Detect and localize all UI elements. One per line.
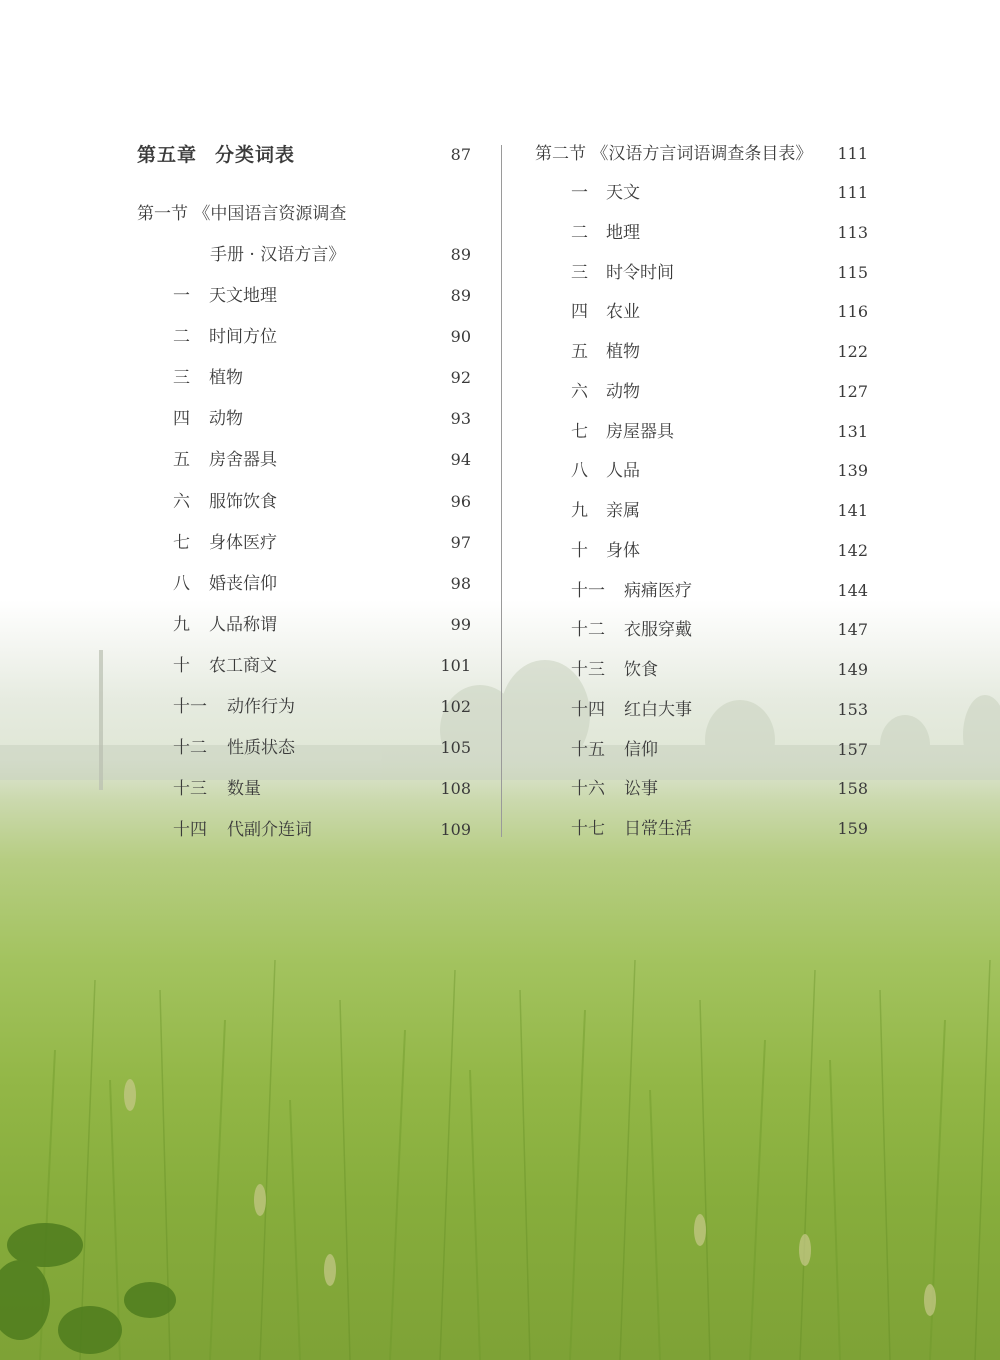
entry-page: 144 xyxy=(837,580,868,600)
toc-entry[interactable] xyxy=(173,491,471,513)
entry-page: 127 xyxy=(837,381,868,401)
entry-number: 十四 xyxy=(173,820,207,841)
toc-entry[interactable] xyxy=(173,367,471,389)
toc-entry[interactable] xyxy=(571,778,868,800)
entry-number: 一 xyxy=(571,183,588,203)
entry-number: 三 xyxy=(173,368,190,389)
entry-label: 农工商文 xyxy=(209,655,277,676)
toc-entry[interactable] xyxy=(571,500,868,522)
entry-page: 159 xyxy=(837,819,868,838)
entry-number: 十一 xyxy=(173,697,207,717)
entry-label: 衣服穿戴 xyxy=(624,620,692,641)
entry-page: 97 xyxy=(450,532,471,552)
entry-page: 158 xyxy=(837,779,868,799)
entry-page: 108 xyxy=(440,779,471,799)
entry-label: 动作行为 xyxy=(227,697,295,717)
chapter-title: 分类词表 xyxy=(215,144,296,166)
section2-title[interactable]: 第二节 《汉语方言词语调查条目表》 xyxy=(535,144,813,164)
entry-page: 115 xyxy=(837,262,868,282)
toc-entry[interactable] xyxy=(571,818,868,840)
entry-number: 十二 xyxy=(571,620,605,641)
entry-number: 四 xyxy=(571,302,588,323)
entry-number: 九 xyxy=(173,614,190,635)
entry-page: 89 xyxy=(450,286,471,305)
toc-entry[interactable] xyxy=(571,699,868,721)
entry-number: 四 xyxy=(173,409,190,430)
entry-number: 十一 xyxy=(571,580,605,601)
chapter-page: 87 xyxy=(450,145,471,164)
entry-label: 时令时间 xyxy=(606,262,674,283)
entry-page: 101 xyxy=(440,655,471,675)
section2-page: 111 xyxy=(837,144,868,163)
toc-entry[interactable] xyxy=(173,614,471,636)
toc-entry[interactable] xyxy=(571,341,868,363)
section1-page: 89 xyxy=(450,245,471,264)
toc-entry[interactable] xyxy=(173,326,471,348)
entry-page: 93 xyxy=(450,409,471,429)
toc-entry[interactable] xyxy=(173,737,471,759)
entry-number: 十七 xyxy=(571,819,605,839)
entry-number: 十 xyxy=(571,540,588,561)
toc-entry[interactable] xyxy=(173,408,471,430)
entry-number: 十六 xyxy=(571,779,605,800)
entry-label: 植物 xyxy=(209,368,243,389)
entry-number: 三 xyxy=(571,262,588,283)
toc-entry[interactable] xyxy=(571,381,868,403)
entry-page: 149 xyxy=(837,660,868,679)
toc-entry[interactable] xyxy=(173,819,471,841)
entry-page: 92 xyxy=(450,368,471,388)
entry-label: 服饰饮食 xyxy=(209,491,277,512)
entry-page: 98 xyxy=(450,573,471,593)
entry-page: 116 xyxy=(837,302,868,322)
entry-label: 日常生活 xyxy=(624,819,692,839)
toc-entry[interactable] xyxy=(571,460,868,482)
entry-label: 红白大事 xyxy=(624,699,692,720)
entry-label: 讼事 xyxy=(624,779,658,800)
entry-label: 天文 xyxy=(606,183,640,203)
entry-label: 植物 xyxy=(606,342,640,362)
toc-entry[interactable] xyxy=(173,778,471,800)
entry-label: 时间方位 xyxy=(209,327,277,348)
entry-number: 一 xyxy=(173,286,190,306)
entry-label: 性质状态 xyxy=(227,738,295,759)
entry-page: 102 xyxy=(440,697,471,716)
entry-label: 身体 xyxy=(606,540,640,561)
toc-entry[interactable] xyxy=(571,540,868,562)
chapter-heading[interactable] xyxy=(137,143,295,167)
column-divider xyxy=(501,145,502,837)
entry-page: 113 xyxy=(837,222,868,242)
entry-label: 亲属 xyxy=(606,501,640,521)
entry-label: 天文地理 xyxy=(209,286,277,306)
toc-entry[interactable] xyxy=(173,573,471,595)
entry-label: 饮食 xyxy=(624,660,658,680)
toc-entry[interactable] xyxy=(173,532,471,554)
entry-page: 111 xyxy=(837,183,868,202)
toc-entry[interactable] xyxy=(571,182,868,204)
entry-label: 房舍器具 xyxy=(209,450,277,471)
entry-number: 二 xyxy=(173,327,190,348)
entry-page: 96 xyxy=(450,491,471,511)
toc-entry[interactable] xyxy=(571,580,868,602)
entry-page: 99 xyxy=(450,614,471,634)
entry-page: 109 xyxy=(440,820,471,840)
entry-label: 人品 xyxy=(606,461,640,482)
toc-entry[interactable] xyxy=(571,222,868,244)
entry-label: 人品称谓 xyxy=(209,614,277,635)
entry-label: 婚丧信仰 xyxy=(209,573,277,594)
section1-title-line2[interactable]: 手册 · 汉语方言》 xyxy=(210,245,346,265)
entry-number: 七 xyxy=(571,421,588,442)
entry-label: 农业 xyxy=(606,302,640,323)
section1-title-line1[interactable]: 第一节 《中国语言资源调查 xyxy=(137,204,347,224)
toc-entry[interactable] xyxy=(173,696,471,718)
entry-label: 数量 xyxy=(227,779,261,800)
entry-number: 六 xyxy=(571,381,588,402)
entry-number: 十 xyxy=(173,655,190,676)
entry-page: 141 xyxy=(837,501,868,520)
entry-page: 139 xyxy=(837,461,868,481)
toc-entry[interactable] xyxy=(571,301,868,323)
entry-number: 五 xyxy=(173,450,190,471)
entry-page: 157 xyxy=(837,739,868,759)
toc-entry[interactable] xyxy=(571,262,868,284)
entry-label: 地理 xyxy=(606,222,640,243)
toc-entry[interactable] xyxy=(571,619,868,641)
entry-label: 动物 xyxy=(606,381,640,402)
entry-number: 八 xyxy=(173,573,190,594)
entry-page: 153 xyxy=(837,699,868,719)
entry-number: 十三 xyxy=(571,660,605,680)
entry-number: 七 xyxy=(173,532,190,553)
toc-entry[interactable] xyxy=(571,739,868,761)
entry-page: 90 xyxy=(450,327,471,347)
entry-label: 身体医疗 xyxy=(209,532,277,553)
entry-number: 十二 xyxy=(173,738,207,759)
entry-page: 147 xyxy=(837,620,868,640)
toc-entry[interactable] xyxy=(173,285,471,307)
entry-page: 142 xyxy=(837,540,868,560)
toc-entry[interactable] xyxy=(173,655,471,677)
entry-number: 十五 xyxy=(571,739,605,760)
toc-entry[interactable] xyxy=(571,659,868,681)
entry-number: 九 xyxy=(571,501,588,521)
entry-page: 105 xyxy=(440,738,471,758)
entry-page: 94 xyxy=(450,450,471,470)
entry-page: 131 xyxy=(837,421,868,441)
entry-label: 病痛医疗 xyxy=(624,580,692,601)
entry-number: 十四 xyxy=(571,699,605,720)
entry-label: 信仰 xyxy=(624,739,658,760)
entry-label: 代副介连词 xyxy=(227,820,312,841)
entry-page: 122 xyxy=(837,342,868,361)
entry-number: 十三 xyxy=(173,779,207,800)
entry-number: 八 xyxy=(571,461,588,482)
toc-entry[interactable] xyxy=(173,449,471,471)
entry-label: 动物 xyxy=(209,409,243,430)
entry-label: 房屋器具 xyxy=(606,421,674,442)
toc-entry[interactable] xyxy=(571,421,868,443)
entry-number: 五 xyxy=(571,342,588,362)
entry-number: 二 xyxy=(571,222,588,243)
chapter-label: 第五章 xyxy=(137,144,198,166)
entry-number: 六 xyxy=(173,491,190,512)
